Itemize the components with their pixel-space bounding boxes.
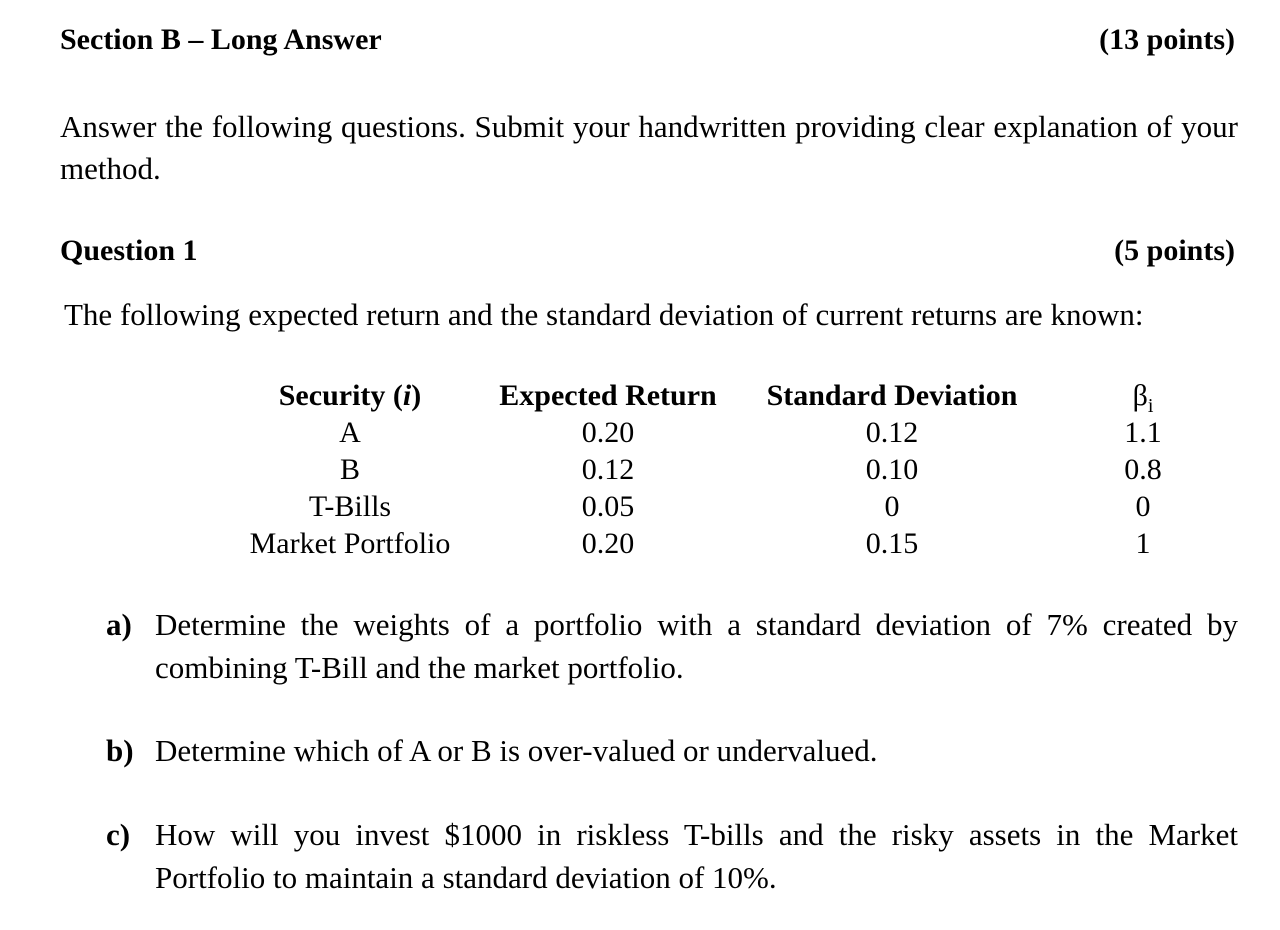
question-part-b [106,729,1238,772]
question-part-c [106,813,1238,899]
part-c-text: How will you invest $1000 in riskless T-bills and the risky assets in the Market Portfolio to maintain a standard deviation of 10%. [155,817,1238,895]
question-points: (5 points) [1114,234,1235,267]
part-a-text: Determine the weights of a portfolio with a standard deviation of 7% created by combining T-Bill and the market portfolio. [155,607,1238,685]
header-beta-subscript: i [1147,395,1154,417]
part-c-label: c) [106,817,131,852]
header-security-var: i [402,379,412,412]
table-cell-security: A [339,416,361,449]
question-title: Question 1 [60,234,198,267]
header-beta [1105,378,1181,417]
table-cell-expected-return: 0.20 [581,416,635,449]
instructions-paragraph: Answer the following questions. Submit your handwritten providing clear explanation of your method. [60,109,1238,186]
part-b-label: b) [106,733,134,768]
table-cell-beta: 0.8 [1124,453,1162,486]
header-beta-symbol: β [1132,379,1148,412]
table-cell-expected-return: 0.20 [581,527,635,560]
section-title: Section B – Long Answer [60,23,382,56]
section-points: (13 points) [1099,23,1235,56]
header-expected-return: Expected Return [499,379,717,412]
table-cell-security: Market Portfolio [249,527,451,560]
header-security-suffix: ) [411,379,422,412]
table-cell-security: T-Bills [308,490,392,523]
question-intro: The following expected return and the standard deviation of current returns are known: [64,297,1144,332]
question-part-a [106,603,1238,689]
part-a-label: a) [106,607,132,642]
table-cell-beta: 0 [1135,490,1151,523]
part-b-text: Determine which of A or B is over-valued or undervalued. [155,733,878,768]
table-cell-std-dev: 0.15 [865,527,919,560]
table-cell-std-dev: 0 [884,490,900,523]
table-cell-expected-return: 0.12 [581,453,635,486]
table-cell-beta: 1.1 [1124,416,1162,449]
table-cell-beta: 1 [1135,527,1151,560]
header-standard-deviation: Standard Deviation [766,379,1018,412]
header-security [230,378,470,414]
table-cell-std-dev: 0.12 [865,416,919,449]
table-cell-expected-return: 0.05 [581,490,635,523]
table-cell-security: B [339,453,360,486]
table-cell-std-dev: 0.10 [865,453,919,486]
header-security-prefix: Security ( [278,379,403,412]
